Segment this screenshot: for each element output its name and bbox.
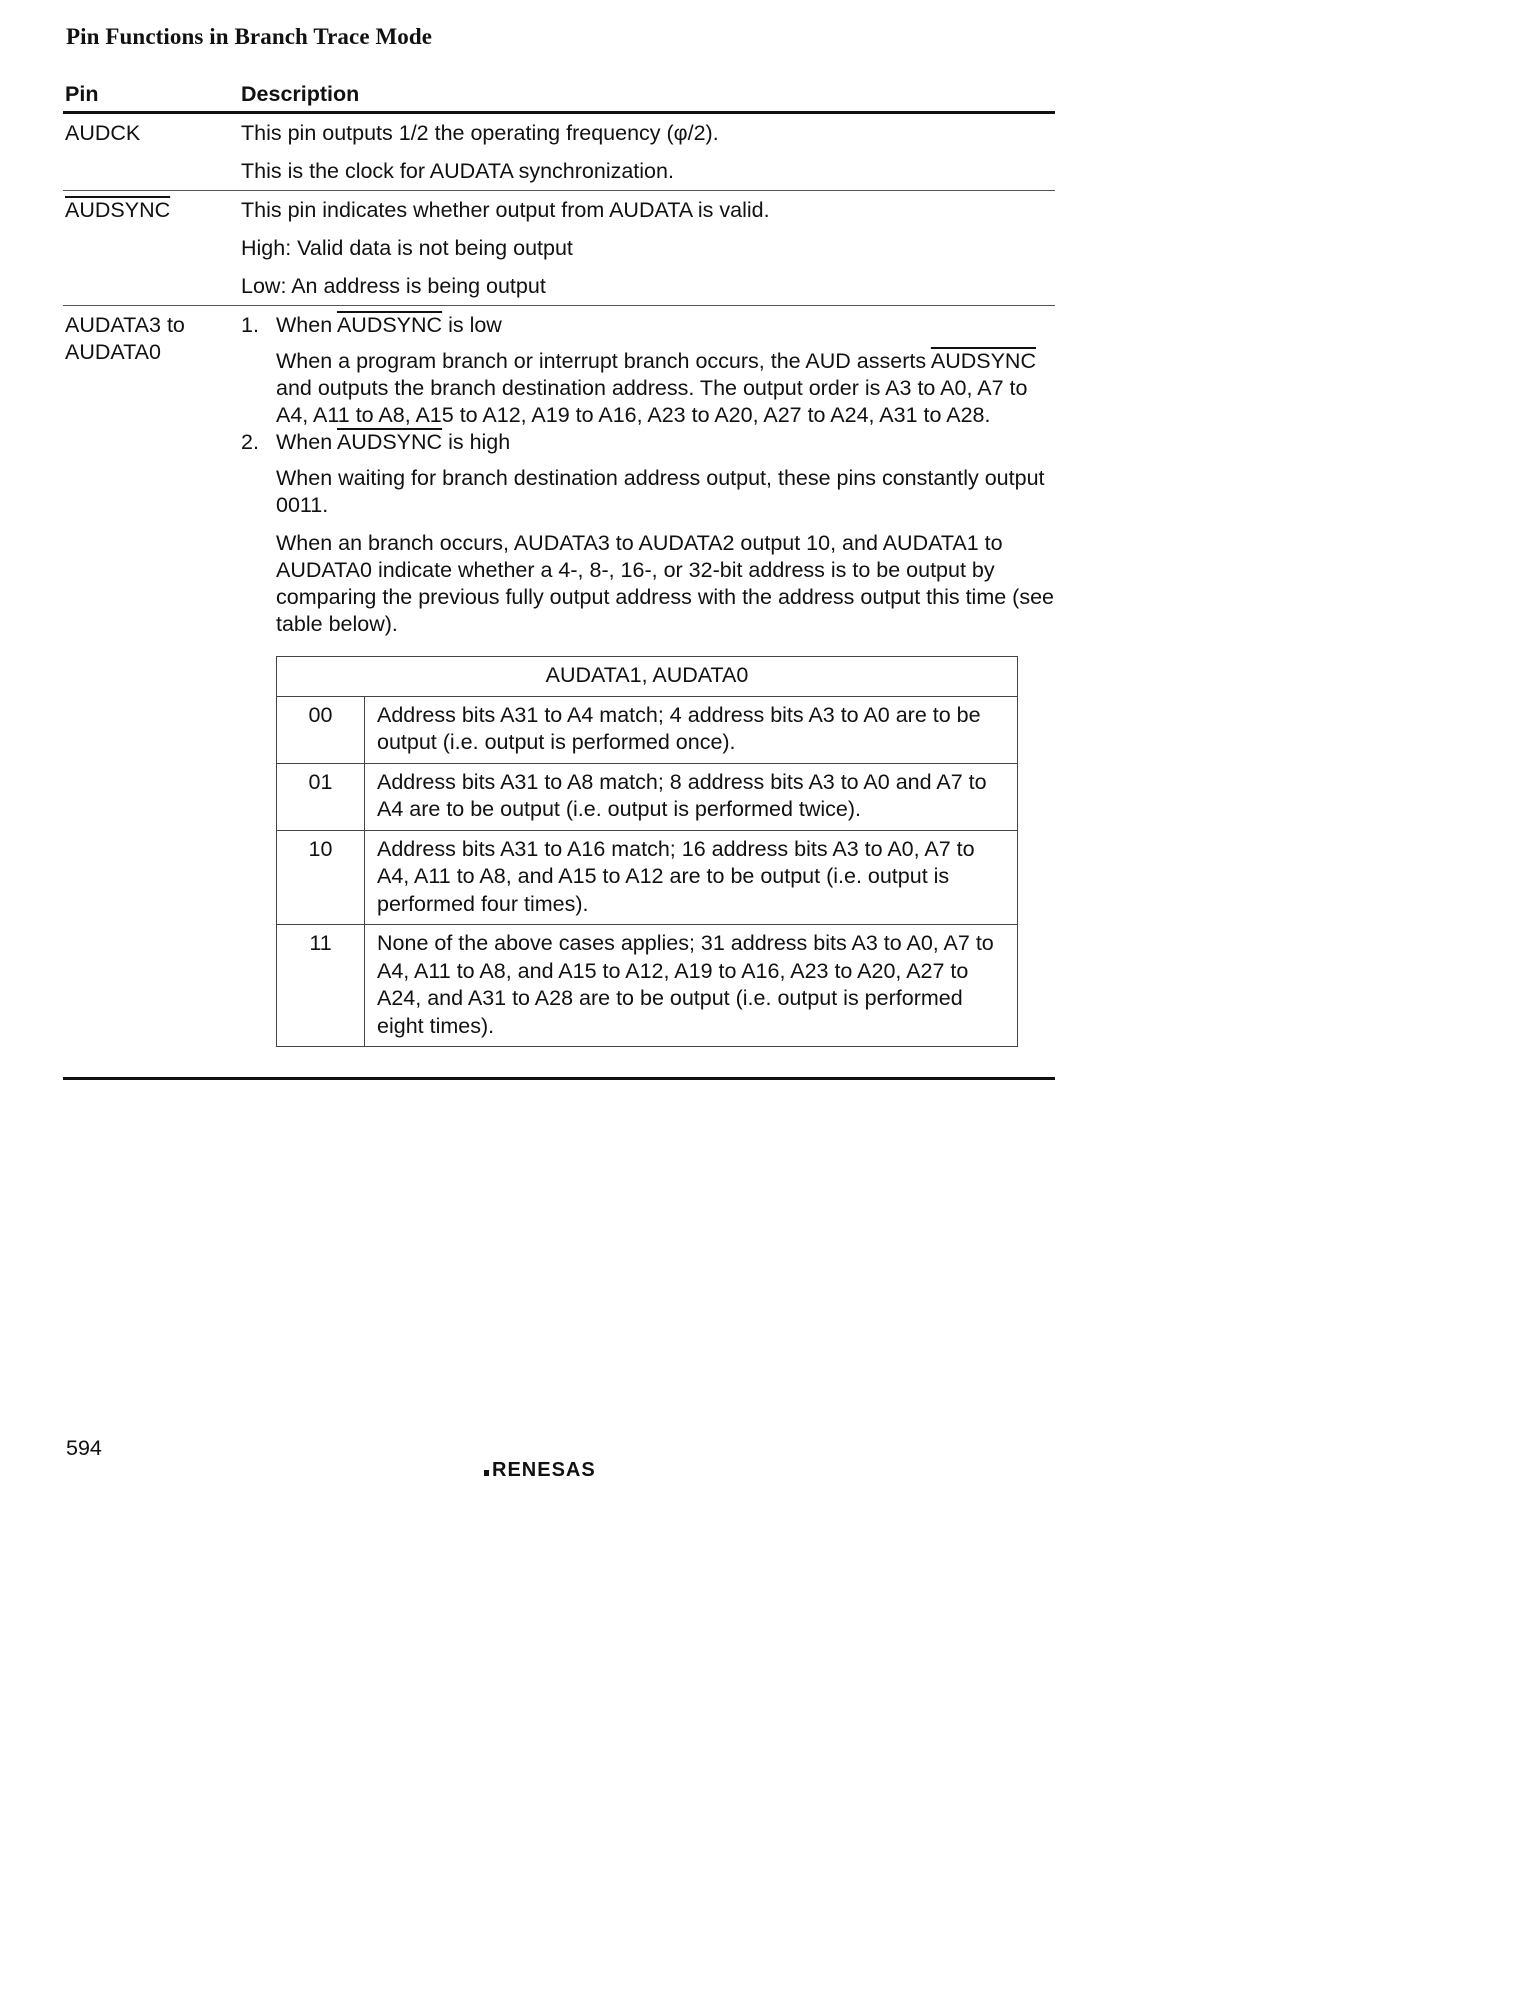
pin-description	[241, 120, 1055, 185]
text-cell: None of the above cases applies; 31 address bits A3 to A0, A7 to A4, A11 to A8, and A15 to A12, A19 to A16, A23 to A20, A27 to A24, and A31 to A28 are to be output (i.e. output is performed eight times).	[365, 925, 1018, 1047]
list-number: 2.	[241, 430, 259, 454]
code-cell: 01	[277, 763, 365, 830]
description-line: This pin outputs 1/2 the operating frequency (φ/2).	[241, 121, 719, 145]
signal-overlined: AUDSYNC	[930, 349, 1036, 373]
text-cell: Address bits A31 to A8 match; 8 address bits A3 to A0 and A7 to A4 are to be output (i.e. output is performed twice).	[365, 763, 1018, 830]
pin-name-line: AUDATA0	[65, 340, 161, 364]
table-row-audsync	[63, 191, 1055, 306]
list-item-heading	[241, 312, 1055, 339]
paragraph: When waiting for branch destination address output, these pins constantly output 0011.	[276, 466, 1045, 517]
paragraph: When an branch occurs, AUDATA3 to AUDATA2 output 10, and AUDATA1 to AUDATA0 indicate whether a 4-, 8-, 16-, or 32-bit address is to be output by comparing the previous fully output address with the address output this time (see table below).	[276, 531, 1054, 636]
audata-code-table	[276, 656, 1018, 1047]
description-line: This pin indicates whether output from AUDATA is valid.	[241, 198, 770, 222]
logo-text: RENESAS	[492, 1459, 596, 1481]
pin-function-table	[63, 78, 1055, 1080]
pin-name: AUDCK	[65, 121, 141, 145]
code-cell: 00	[277, 696, 365, 763]
renesas-logo	[483, 1457, 643, 1486]
pin-description	[241, 197, 1055, 300]
heading-text: When AUDSYNC is high	[276, 430, 511, 454]
table-row	[277, 763, 1018, 830]
list-item-body	[276, 348, 1055, 429]
list-item-body	[276, 465, 1055, 1047]
paragraph: When a program branch or interrupt branch occurs, the AUD asserts AUDSYNC and outputs the branch destination address. The output order is A3 to A0, A7 to A4, A11 to A8, A15 to A12, A19 to A16, A23 to A20, A27 to A24, A31 to A28.	[276, 349, 1036, 427]
list-item-heading	[241, 429, 1055, 456]
code-cell: 11	[277, 925, 365, 1047]
list-number: 1.	[241, 313, 259, 337]
page-number: 594	[66, 1436, 102, 1460]
pin-name-overlined: AUDSYNC	[65, 198, 171, 222]
description-line: Low: An address is being output	[241, 274, 546, 298]
header-description: Description	[241, 82, 360, 106]
table-row	[277, 925, 1018, 1047]
inner-table-header: AUDATA1, AUDATA0	[277, 657, 1018, 697]
header-pin: Pin	[65, 82, 99, 106]
signal-overlined: AUDSYNC	[336, 313, 443, 337]
signal-overlined: AUDSYNC	[336, 430, 443, 454]
heading-text: When AUDSYNC is low	[276, 313, 502, 337]
description-line: High: Valid data is not being output	[241, 236, 573, 260]
table-row-audata	[63, 306, 1055, 1080]
pin-description	[241, 312, 1055, 1047]
code-cell: 10	[277, 830, 365, 925]
text-cell: Address bits A31 to A4 match; 4 address bits A3 to A0 are to be output (i.e. output is performed once).	[365, 696, 1018, 763]
text-cell: Address bits A31 to A16 match; 16 address bits A3 to A0, A7 to A4, A11 to A8, and A15 to A12 are to be output (i.e. output is performed four times).	[365, 830, 1018, 925]
section-title: Pin Functions in Branch Trace Mode	[66, 24, 433, 49]
table-header	[63, 78, 1055, 114]
description-line: This is the clock for AUDATA synchronization.	[241, 159, 674, 183]
pin-name-line: AUDATA3 to	[65, 313, 185, 337]
table-row	[277, 830, 1018, 925]
pin-name	[63, 312, 241, 1047]
table-row	[277, 696, 1018, 763]
renesas-logo-icon	[483, 1457, 643, 1481]
table-row-audck	[63, 114, 1055, 191]
pin-name	[63, 197, 241, 300]
